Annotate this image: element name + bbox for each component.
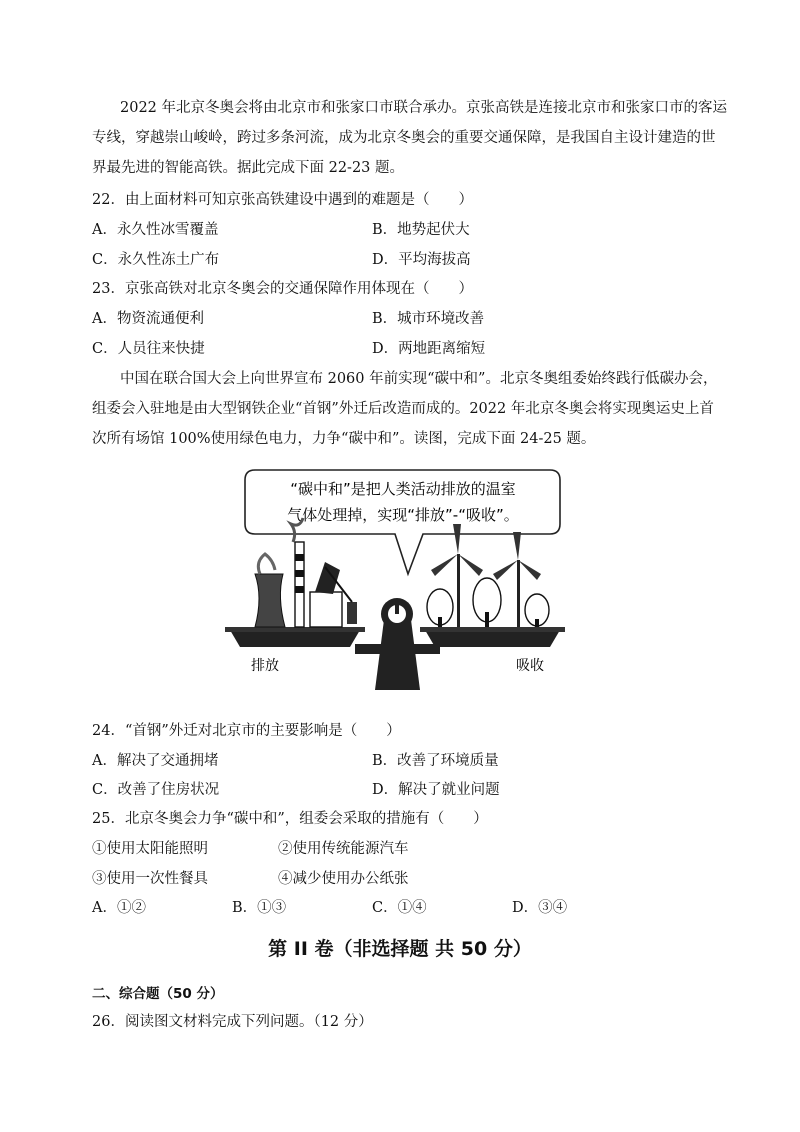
q25-option-a: A．①② (92, 900, 146, 916)
q22-option-c: C．永久性冻土广布 (92, 252, 220, 268)
right-pan (425, 630, 560, 647)
emission-label: 排放 (251, 658, 279, 674)
q22-option-b: B．地势起伏大 (372, 222, 470, 238)
q24-option-a: A．解决了交通拥堵 (92, 753, 219, 769)
section-2-title: 第 II 卷（非选择题 共 50 分） (268, 938, 532, 960)
absorption-label: 吸收 (516, 658, 544, 674)
q23-option-c: C．人员往来快捷 (92, 341, 205, 357)
q24-stem: 24．“首钢”外迁对北京市的主要影响是（ ） (92, 723, 401, 739)
q24-option-c: C．改善了住房状况 (92, 782, 220, 798)
bubble-text-line-1: “碳中和”是把人类活动排放的温室 (290, 480, 516, 498)
q22-option-d: D．平均海拔高 (372, 252, 471, 268)
passage2-line-1: 中国在联合国大会上向世界宣布 2060 年前实现“碳中和”。北京冬奥组委始终践行低碳办会， (120, 371, 718, 387)
passage1-line-2: 专线，穿越崇山峻岭，跨过多条河流，成为北京冬奥会的重要交通保障，是我国自主设计建造的世 (92, 130, 716, 146)
passage1-line-1: 2022 年北京冬奥会将由北京市和张家口市联合承办。京张高铁是连接北京市和张家口市的客运 (120, 100, 728, 116)
passage2-line-2: 组委会入驻地是由大型钢铁企业“首钢”外迁后改造而成的。2022 年北京冬奥会将实现奥运史上首 (92, 401, 714, 417)
carbon-neutral-balance-figure (225, 462, 570, 692)
q23-option-a: A．物资流通便利 (92, 311, 204, 327)
passage2-line-3: 次所有场馆 100%使用绿色电力，力争“碳中和”。读图，完成下面 24-25 题。 (92, 431, 596, 447)
q22-stem: 22．由上面材料可知京张高铁建设中遇到的难题是（ ） (92, 192, 473, 208)
q24-option-b: B．改善了环境质量 (372, 753, 499, 769)
section-2-subheading: 二、综合题（50 分） (92, 986, 224, 1002)
q25-item-1: ①使用太阳能照明 (92, 841, 208, 857)
wind-turbines-and-trees-icon (427, 524, 549, 627)
q24-option-d: D．解决了就业问题 (372, 782, 500, 798)
q25-option-c: C．①④ (372, 900, 427, 916)
q25-stem: 25．北京冬奥会力争“碳中和”，组委会采取的措施有（ ） (92, 811, 488, 827)
speech-bubble (245, 470, 560, 574)
q25-option-b: B．①③ (232, 900, 287, 916)
q23-option-d: D．两地距离缩短 (372, 341, 486, 357)
left-pan (230, 630, 360, 647)
q23-stem: 23．京张高铁对北京冬奥会的交通保障作用体现在（ ） (92, 281, 473, 297)
passage1-line-3: 界最先进的智能高铁。据此完成下面 22-23 题。 (92, 160, 405, 176)
q23-option-b: B．城市环境改善 (372, 311, 485, 327)
q25-item-3: ③使用一次性餐具 (92, 871, 208, 887)
q25-option-d: D．③④ (512, 900, 568, 916)
q26-stem: 26．阅读图文材料完成下列问题。（12 分） (92, 1014, 373, 1030)
q22-option-a: A．永久性冰雪覆盖 (92, 222, 219, 238)
q25-item-2: ②使用传统能源汽车 (278, 841, 409, 857)
bubble-text-line-2: 气体处理掉，实现“排放”-“吸收”。 (287, 506, 519, 524)
q25-item-4: ④减少使用办公纸张 (278, 871, 409, 887)
